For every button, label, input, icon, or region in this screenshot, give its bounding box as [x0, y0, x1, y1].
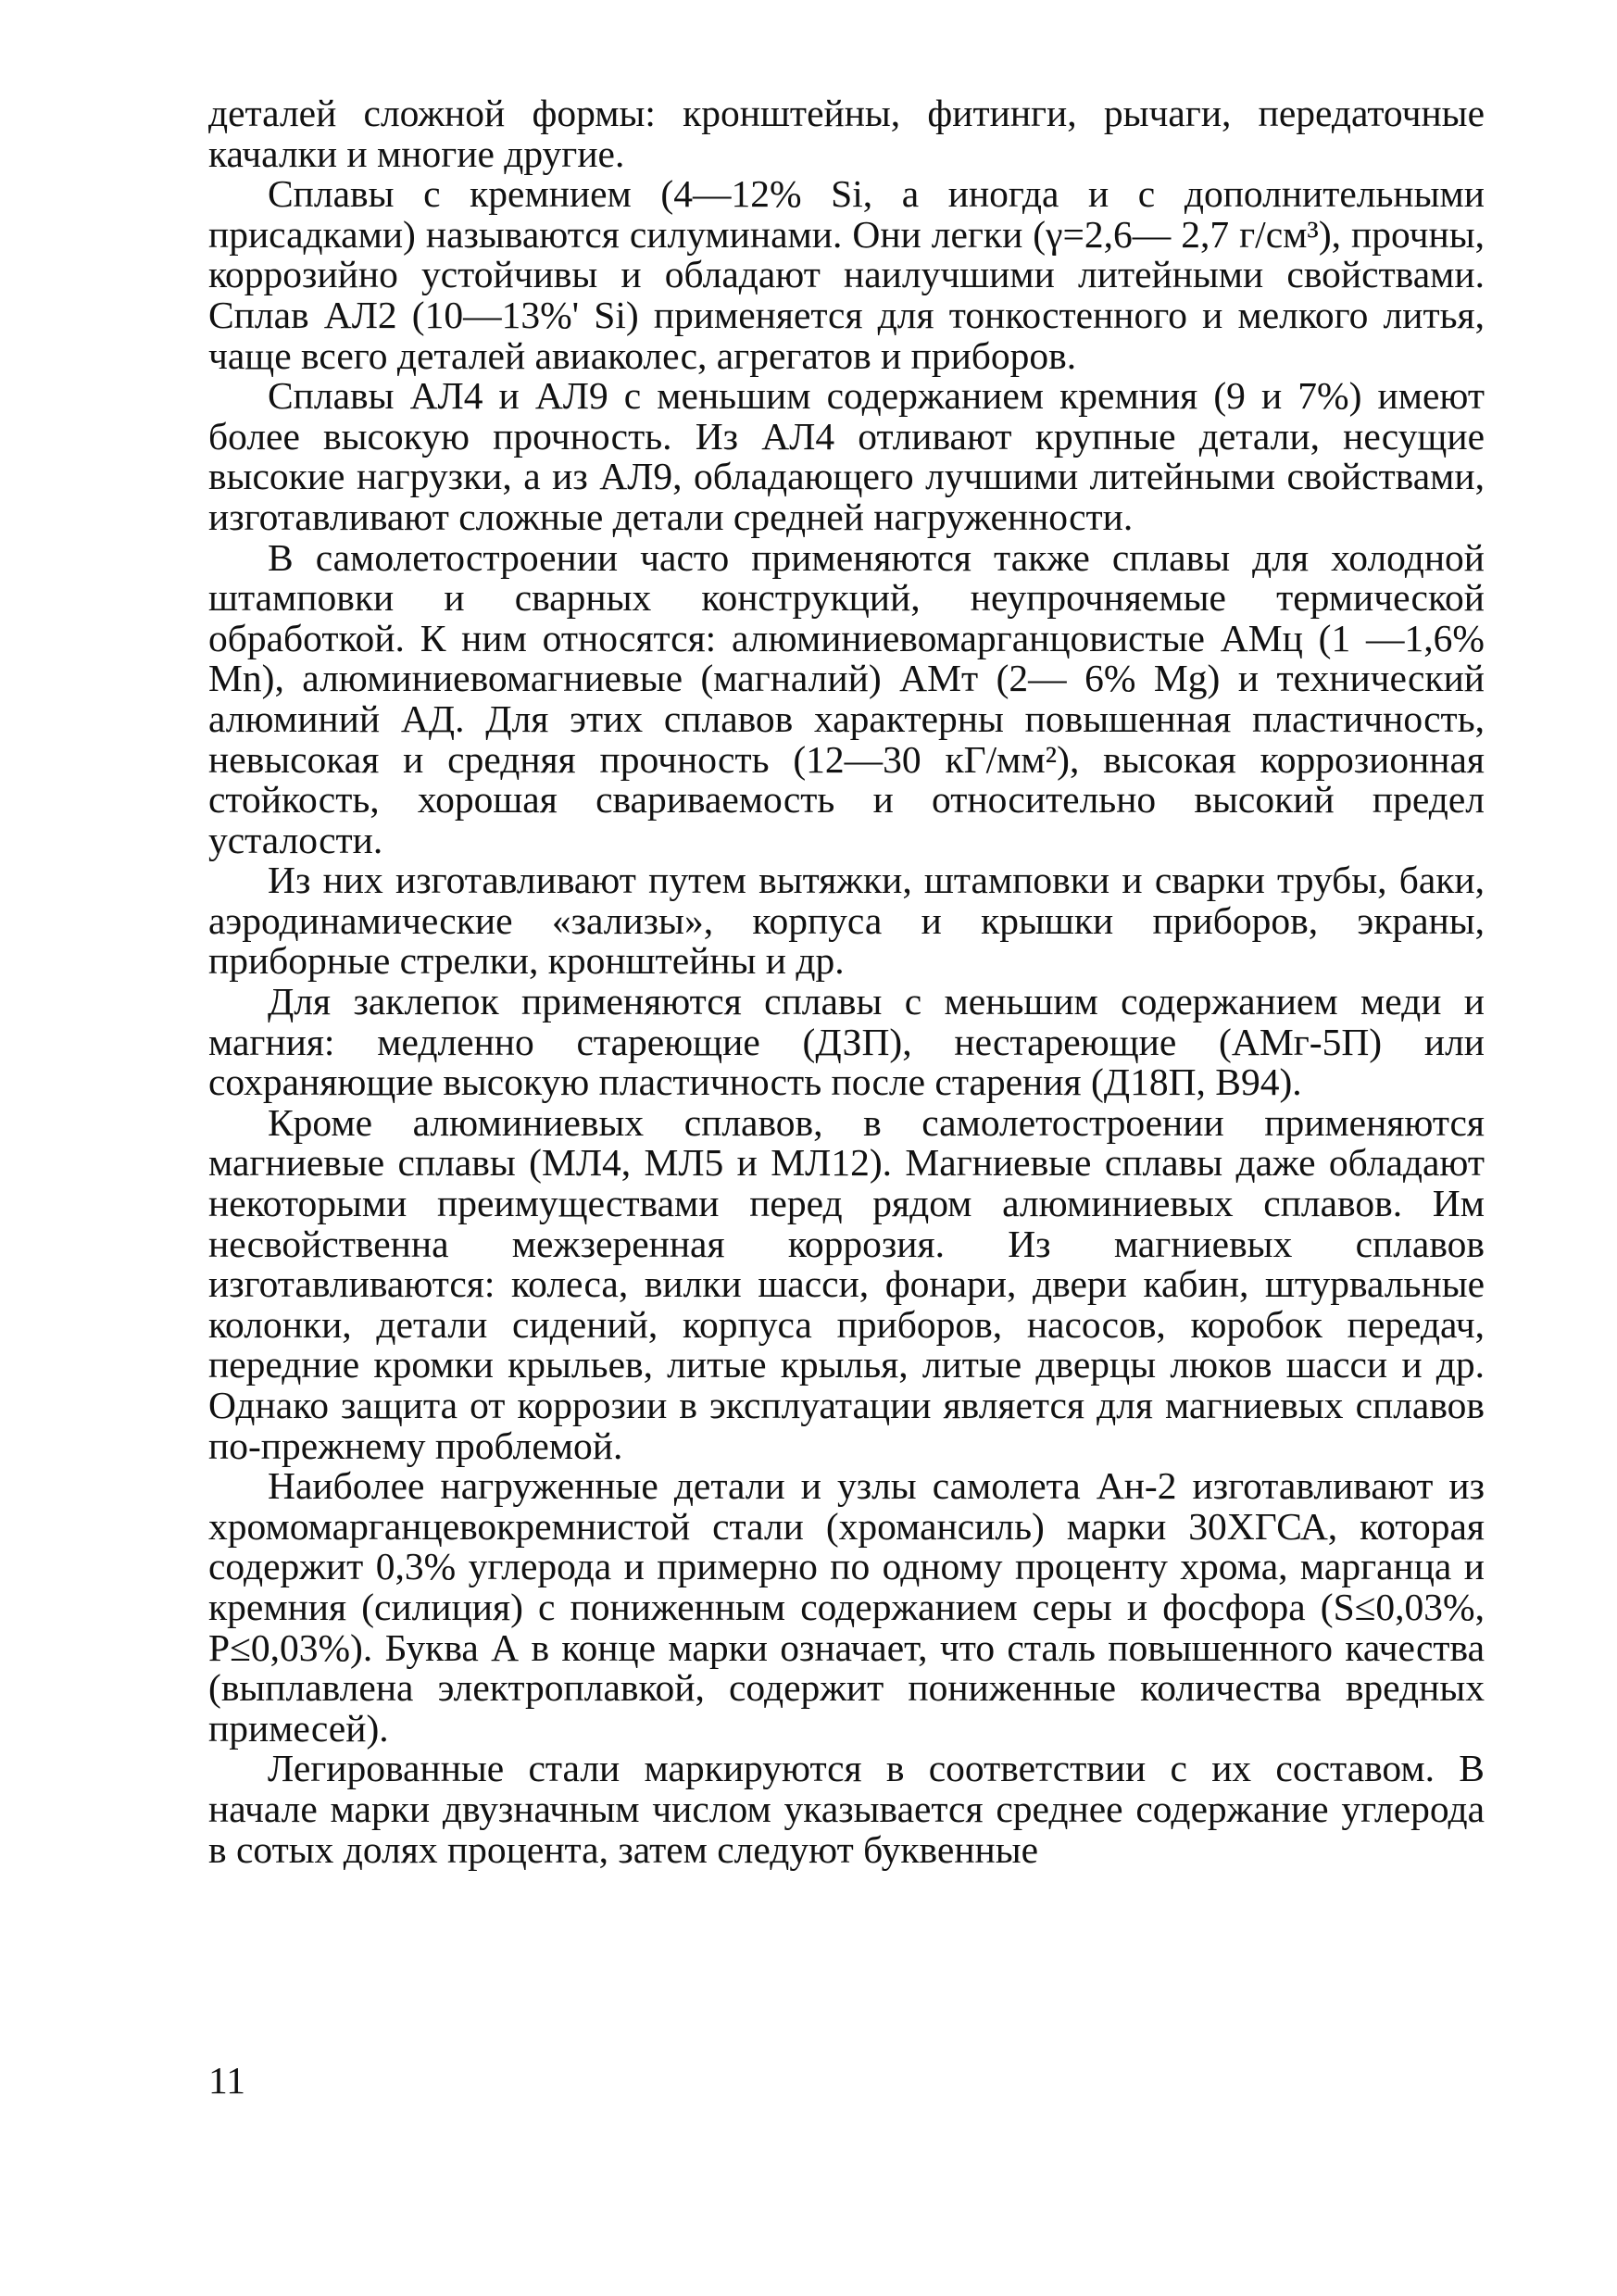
paragraph-4: В самолетостроении часто применяются также сплавы для холодной штамповки и сварных конструкций, неупрочняемые термической обработкой. К ним относятся: алюминиевомарганцовистые АМц (1 —1,6% Mn), алюминиевомагниевые (магналий) АМт (2— 6% Mg) и технический алюминий АД. Для этих сплавов характерны повышенная пластичность, невысокая и средняя прочность (12—30 кГ/мм²), высокая коррозионная стойкость, хорошая свариваемость и относительно высокий предел усталости. [208, 535, 1485, 861]
page-number: 11 [208, 2059, 245, 2102]
paragraph-2: Сплавы с кремнием (4—12% Si, а иногда и с дополнительными присадками) называются силуминами. Они легки (γ=2,6— 2,7 г/см³), прочны, коррозийно устойчивы и обладают наилучшими литейными свойствами. Сплав АЛ2 (10—13%' Si) применяется для тонкостенного и мелкого литья, чаще всего деталей авиаколес, агрегатов и приборов. [208, 172, 1485, 377]
paragraph-8: Наиболее нагруженные детали и узлы самолета Ан-2 изготавливают из хромомарганцевокремнистой стали (хромансиль) марки 30ХГСА, которая содержит 0,3% углерода и примерно по одному проценту хрома, марганца и кремния (силиция) с пониженным содержанием серы и фосфора (S≤0,03%, Р≤0,03%). Буква А в конце марки означает, что сталь повышенного качества (выплавлена электроплавкой, содержит пониженные количества вредных примесей). [208, 1464, 1485, 1750]
paragraph-9: Легированные стали маркируются в соответствии с их составом. В начале марки двузначным числом указывается среднее содержание углерода в сотых долях процента, затем следуют буквенные [208, 1747, 1485, 1871]
paragraph-5: Из них изготавливают путем вытяжки, штамповки и сварки трубы, баки, аэродинамические «зализы», корпуса и крышки приборов, экраны, приборные стрелки, кронштейны и др. [208, 859, 1485, 983]
paragraph-3: Сплавы АЛ4 и АЛ9 с меньшим содержанием кремния (9 и 7%) имеют более высокую прочность. Из АЛ4 отливают крупные детали, несущие высокие нагрузки, а из АЛ9, обладающего лучшими литейными свойствами, изготавливают сложные детали средней нагруженности. [208, 374, 1485, 538]
body-text [208, 94, 1485, 1870]
paragraph-6: Для заклепок применяются сплавы с меньшим содержанием меди и магния: медленно стареющие (ДЗП), нестареющие (АМг-5П) или сохраняющие высокую пластичность после старения (Д18П, В94). [208, 980, 1485, 1104]
paragraph-7: Кроме алюминиевых сплавов, в самолетостроении применяются магниевые сплавы (МЛ4, МЛ5 и МЛ12). Магниевые сплавы даже обладают некоторыми преимуществами перед рядом алюминиевых сплавов. Им несвойственна межзеренная коррозия. Из магниевых сплавов изготавливаются: колеса, вилки шасси, фонари, двери кабин, штурвальные колонки, детали сидений, корпуса приборов, насосов, коробок передач, передние кромки крыльев, литые крылья, литые дверцы люков шасси и др. Однако защита от коррозии в эксплуатации является для магниевых сплавов по-прежнему проблемой. [208, 1100, 1485, 1467]
paragraph-1: деталей сложной формы: кронштейны, фитинги, рычаги, передаточные качалки и многие другие. [208, 92, 1485, 175]
